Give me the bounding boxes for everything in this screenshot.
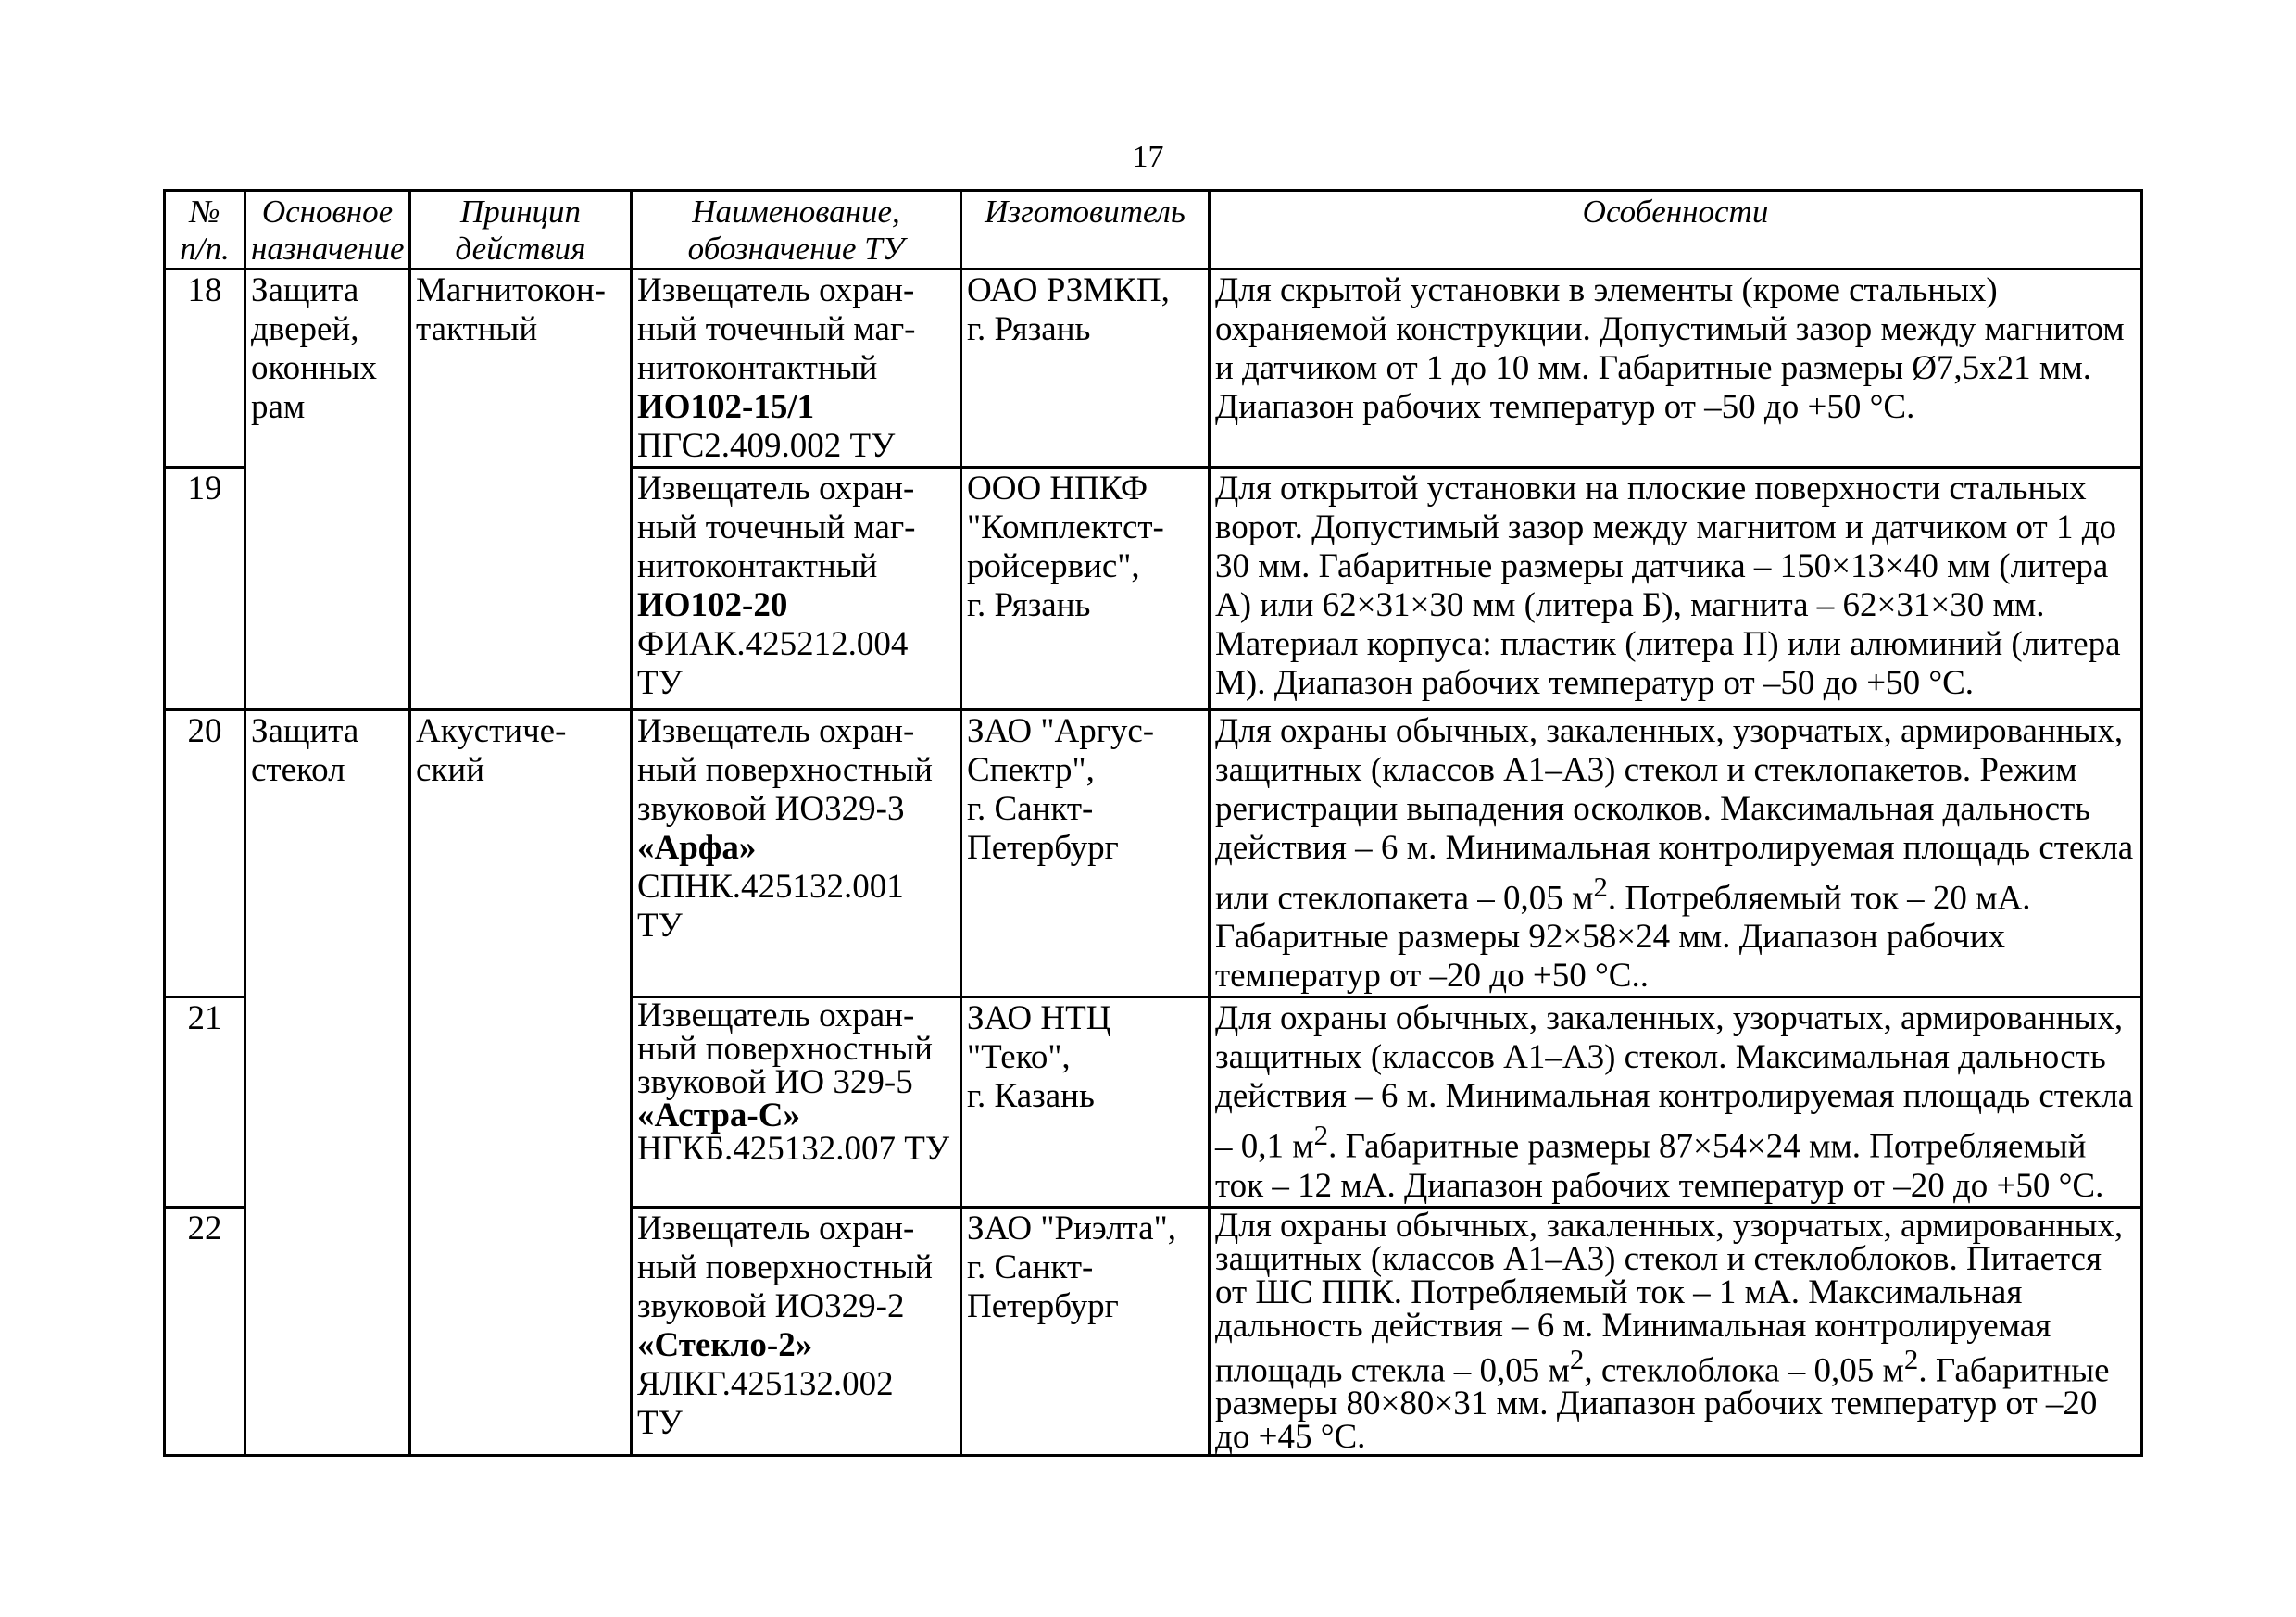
row-number: 19 [165,468,245,710]
row-number: 21 [165,997,245,1207]
device-name-cell: Извещатель охран- ный поверхностный звуковой ИО329-2 «Стекло-2» ЯЛКГ.425132.002 ТУ [632,1207,961,1455]
features-cell: Для скрытой установки в элементы (кроме стальных) охраняемой конструкции. Допустимый зазор между магнитом и датчиком от 1 до 10 мм. Габаритные размеры Ø7,5х21 мм. Диапазон рабочих температур от –50 до +50 °С. [1210,270,2142,468]
model-name: «Стекло-2» [637,1325,813,1364]
table-row [165,270,2142,468]
model-name: ИО102-15/1 [637,388,815,426]
device-name-cell: Извещатель охран- ный точечный маг- нитоконтактный ИО102-15/1 ПГС2.409.002 ТУ [632,270,961,468]
manufacturer-cell: ООО НПКФ "Комплектст- ройсервис", г. Рязань [961,468,1210,710]
purpose-cell: Защита дверей, оконных рам [245,270,410,710]
model-name: «Арфа» [637,829,757,867]
row-number: 22 [165,1207,245,1455]
header-features: Особенности [1210,191,2142,270]
features-cell: Для охраны обычных, закаленных, узорчатых, армированных, защитных (классов А1–А3) стекол и стеклоблоков. Питается от ШС ППК. Потребляемый ток – 1 мА. Максимальная дальность действия – 6 м. Минимальная контролируемая площадь стекла – 0,05 $м^2$, стеклоблока – 0,05 $м^2$. Габаритные размеры 80×80×31 мм. Диапазон рабочих температур от –20 до +45 °С. [1210,1207,2142,1455]
row-number: 20 [165,710,245,997]
device-name-cell: Извещатель охран- ный точечный маг- нитоконтактный ИО102-20 ФИАК.425212.004 ТУ [632,468,961,710]
features-cell: Для охраны обычных, закаленных, узорчатых, армированных, защитных (классов А1–А3) стекол и стеклопакетов. Режим регистрации выпадения осколков. Максимальная дальность действия – 6 м. Минимальная контролируемая площадь стекла или стеклопакета – 0,05 $м^2$. Потребляемый ток – 20 мА. Габаритные размеры 92×58×24 мм. Диапазон рабочих температур от –20 до +50 °С.. [1210,710,2142,997]
header-principle: Принцип действия [410,191,632,270]
table-header-row [165,191,2142,270]
purpose-cell: Защита стекол [245,710,410,1456]
header-num: № п/п. [165,191,245,270]
manufacturer-cell: ЗАО "Риэлта", г. Санкт- Петербург [961,1207,1210,1455]
features-cell: Для открытой установки на плоские поверхности стальных ворот. Допустимый зазор между магнитом и датчиком от 1 до 30 мм. Габаритные размеры датчика – 150×13×40 мм (литера А) или 62×31×30 мм (литера Б), магнита – 62×31×30 мм. Материал корпуса: пластик (литера П) или алюминий (литера М). Диапазон рабочих температур от –50 до +50 °С. [1210,468,2142,710]
model-name: «Астра-С» [637,1097,800,1135]
manufacturer-cell: ЗАО НТЦ "Теко", г. Казань [961,997,1210,1207]
device-name-cell: Извещатель охран- ный поверхностный звуковой ИО329-3 «Арфа» СПНК.425132.001 ТУ [632,710,961,997]
header-name: Наименование, обозначение ТУ [632,191,961,270]
manufacturer-cell: ОАО РЗМКП, г. Рязань [961,270,1210,468]
table-row [165,710,2142,997]
page-number: 17 [1132,140,1164,174]
features-cell: Для охраны обычных, закаленных, узорчатых, армированных, защитных (классов А1–А3) стекол. Максимальная дальность действия – 6 м. Минимальная контролируемая площадь стекла – 0,1 $м^2$. Габаритные размеры 87×54×24 мм. Потребляемый ток – 12 мА. Диапазон рабочих температур от –20 до +50 °С. [1210,997,2142,1207]
equipment-table [163,189,2143,1457]
principle-cell: Магнитокон- тактный [410,270,632,710]
model-name: ИО102-20 [637,586,788,624]
device-name-cell: Извещатель охран- ный поверхностный звуковой ИО 329-5 «Астра-С» НГКБ.425132.007 ТУ [632,997,961,1207]
principle-cell: Акустиче- ский [410,710,632,1456]
header-purpose: Основное назначение [245,191,410,270]
header-maker: Изготовитель [961,191,1210,270]
manufacturer-cell: ЗАО "Аргус- Спектр", г. Санкт- Петербург [961,710,1210,997]
row-number: 18 [165,270,245,468]
